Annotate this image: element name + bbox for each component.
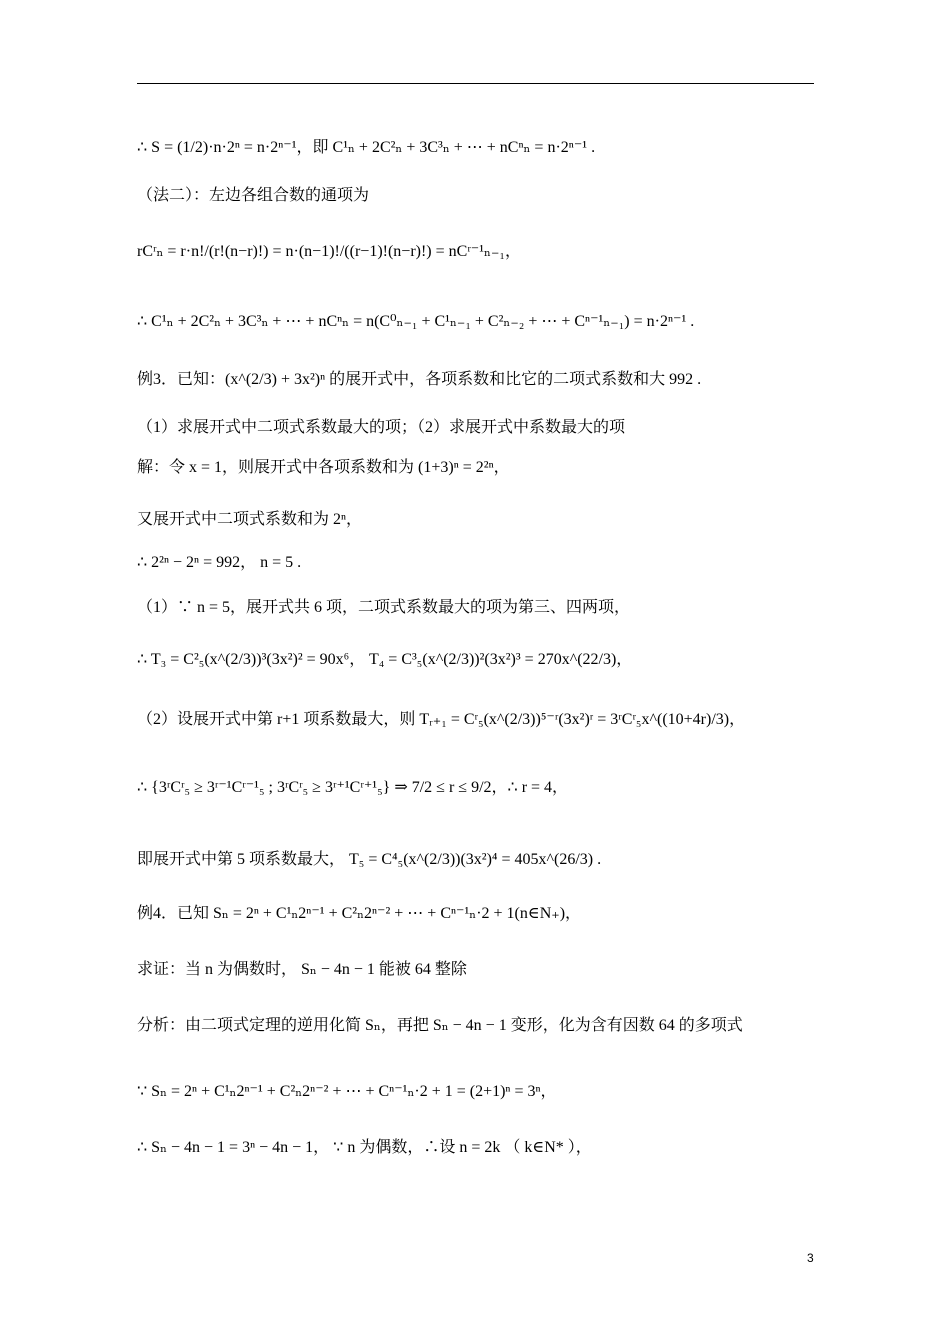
text-line-17: 分析：由二项式定理的逆用化简 Sₙ，再把 Sₙ − 4n − 1 变形，化为含有因数 64 的多项式 [137, 1017, 743, 1034]
text-line-18: ∵ Sₙ = 2ⁿ + C¹ₙ2ⁿ⁻¹ + C²ₙ2ⁿ⁻² + ⋯ + Cⁿ⁻¹ₙ·2 + 1 = (2+1)ⁿ = 3ⁿ， [137, 1083, 557, 1100]
text-line-16: 求证：当 n 为偶数时， Sₙ − 4n − 1 能被 64 整除 [137, 961, 467, 978]
text-line-6: （1）求展开式中二项式系数最大的项；（2）求展开式中系数最大的项 [137, 419, 626, 436]
header-rule [137, 83, 814, 84]
text-line-1: ∴ S = (1/2)·n·2ⁿ = n·2ⁿ⁻¹，即 C¹ₙ + 2C²ₙ + 3C³ₙ + ⋯ + nCⁿₙ = n·2ⁿ⁻¹ . [137, 139, 596, 156]
page-number: 3 [807, 1251, 814, 1265]
text-line-9: ∴ 2²ⁿ − 2ⁿ = 992， n = 5 . [137, 554, 302, 571]
text-line-13: ∴ {3ʳCʳ₅ ≥ 3ʳ⁻¹Cʳ⁻¹₅ ; 3ʳCʳ₅ ≥ 3ʳ⁺¹Cʳ⁺¹₅} ⇒ 7/2 ≤ r ≤ 9/2，∴ r = 4， [137, 779, 569, 796]
text-line-4: ∴ C¹ₙ + 2C²ₙ + 3C³ₙ + ⋯ + nCⁿₙ = n(C⁰ₙ₋₁ + C¹ₙ₋₁ + C²ₙ₋₂ + ⋯ + Cⁿ⁻¹ₙ₋₁) = n·2ⁿ⁻¹ . [137, 313, 695, 330]
text-line-19: ∴ Sₙ − 4n − 1 = 3ⁿ − 4n − 1， ∵ n 为偶数，∴设 n = 2k （ k∈N* ）， [137, 1139, 592, 1156]
text-line-12: （2）设展开式中第 r+1 项系数最大，则 Tᵣ₊₁ = Cʳ₅(x^(2/3))⁵⁻ʳ(3x²)ʳ = 3ʳCʳ₅x^((10+4r)/3)， [137, 711, 746, 728]
text-line-7: 解：令 x = 1，则展开式中各项系数和为 (1+3)ⁿ = 2²ⁿ， [137, 459, 510, 476]
text-line-8: 又展开式中二项式系数和为 2ⁿ， [137, 511, 363, 528]
text-line-3: rCʳₙ = r·n!/(r!(n−r)!) = n·(n−1)!/((r−1)!(n−r)!) = nCʳ⁻¹ₙ₋₁， [137, 243, 521, 260]
text-line-2: （法二）：左边各组合数的通项为 [137, 187, 370, 204]
text-line-10: （1）∵ n = 5，展开式共 6 项，二项式系数最大的项为第三、四两项， [137, 599, 631, 616]
text-line-15: 例4．已知 Sₙ = 2ⁿ + C¹ₙ2ⁿ⁻¹ + C²ₙ2ⁿ⁻² + ⋯ + Cⁿ⁻¹ₙ·2 + 1(n∈N₊)， [137, 905, 582, 922]
text-line-5: 例3．已知：(x^(2/3) + 3x²)ⁿ 的展开式中，各项系数和比它的二项式系数和大 992 . [137, 371, 702, 388]
text-line-11: ∴ T₃ = C²₅(x^(2/3))³(3x²)² = 90x⁶， T₄ = C³₅(x^(2/3))²(3x²)³ = 270x^(22/3)， [137, 651, 633, 668]
text-line-14: 即展开式中第 5 项系数最大， T₅ = C⁴₅(x^(2/3))(3x²)⁴ = 405x^(26/3) . [137, 851, 602, 868]
